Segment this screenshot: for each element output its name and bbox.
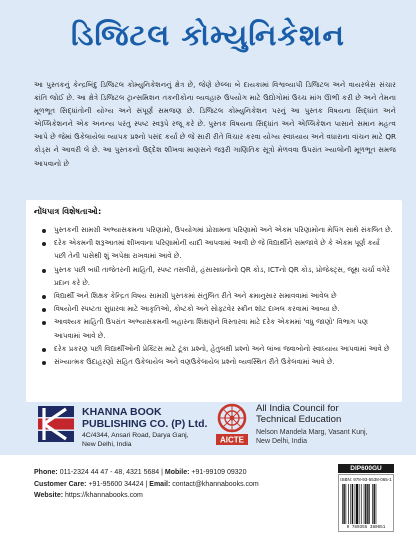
book-title: ડિજિટલ કોમ્યુનિકેશન	[71, 18, 345, 52]
publisher-address-line2: New Delhi, India	[82, 441, 132, 448]
barcode-bar	[356, 484, 358, 524]
contact-line-website	[34, 490, 334, 502]
publisher-name-line2: PUBLISHING CO. (P) Ltd.	[82, 418, 208, 430]
publisher-name	[82, 406, 222, 430]
bullet-icon	[42, 242, 46, 246]
phone-label: Phone:	[34, 469, 58, 476]
feature-text: વિદ્યાર્થી અને શિક્ષક કેન્દ્રિત વિષય સામગ્રી પુસ્તકમાં સંતુલિત રીતે અને ક્રમાનુસાર સમાવવામાં આવેલ છે	[54, 292, 337, 301]
feature-item	[32, 343, 394, 356]
feature-item	[32, 303, 394, 316]
khanna-book-logo-icon	[38, 406, 74, 442]
barcode-bar	[369, 484, 370, 524]
aicte-address-line2: New Delhi, India	[256, 438, 307, 445]
aicte-seal-icon	[214, 402, 250, 450]
aicte-address	[256, 428, 416, 446]
barcode-digits: 9 789355 380651	[346, 525, 386, 530]
feature-text: વિષયોની સ્પષ્ટતા સુધારવા માટે આકૃતિઓ, કોષ્ટકો અને સોફ્ટવેર સ્ક્રીન શૉટ દાખલ કરવામાં આવ્યા છે.	[54, 305, 340, 314]
bullet-icon	[42, 295, 46, 299]
aicte-name-line1: All India Council for	[256, 403, 339, 414]
care-value: +91-95600 34424	[88, 480, 144, 488]
aicte-name-line2: Technical Education	[256, 414, 342, 425]
barcode-bar	[342, 484, 343, 524]
barcode	[338, 474, 394, 532]
isbn-label: ISBN: 978-93-5538-065-1	[340, 477, 392, 482]
barcode-bar	[350, 484, 351, 524]
bullet-icon	[42, 321, 46, 325]
bullet-icon	[42, 269, 46, 273]
feature-item	[32, 356, 394, 369]
barcode-bar	[343, 484, 344, 524]
bullet-icon	[42, 348, 46, 352]
contact-line-care: Customer Care: +91-95600 34424 | Email: contact@khannabooks.com	[34, 480, 259, 488]
website-link[interactable]: https://khannabooks.com	[65, 492, 143, 499]
mobile-value: +91-99109 09320	[191, 469, 247, 476]
bullet-icon	[42, 229, 46, 233]
features-heading: નોંધપાત્ર વિશેષતાઓ:	[34, 206, 102, 216]
barcode-bar	[367, 484, 368, 524]
aicte-name	[256, 403, 416, 425]
book-description	[34, 78, 396, 170]
features-panel	[26, 200, 402, 402]
feature-item	[32, 224, 394, 237]
barcode-bar	[376, 484, 377, 524]
barcode-bar	[355, 484, 356, 524]
barcode-bar	[365, 484, 366, 524]
email-label: Email:	[149, 480, 171, 488]
care-label: Customer Care:	[34, 480, 87, 488]
feature-text: આવશ્યક માહિતી ઉપરાંત અભ્યાસક્રમની બહારના શિક્ષણને વિસ્તારવા માટે દરેક એકમમાં 'વધુ જાણો' વિભાગ પણ આપવામાં આવે છે.	[54, 318, 369, 340]
publisher-address-line1: 4C/4344, Ansari Road, Darya Ganj,	[82, 432, 189, 439]
barcode-bar	[364, 484, 365, 524]
feature-item	[32, 316, 394, 342]
barcode-bar	[348, 484, 349, 524]
feature-item	[32, 290, 394, 303]
barcode-bar	[372, 484, 373, 524]
bullet-icon	[42, 308, 46, 312]
publisher-block	[38, 404, 218, 454]
barcode-bar	[346, 484, 347, 524]
features-list	[32, 224, 394, 369]
code-block	[338, 464, 394, 532]
publisher-address	[82, 431, 222, 449]
barcode-bar	[361, 484, 362, 524]
barcode-icon	[342, 484, 390, 524]
feature-text: પુસ્તક પછી બધી તાજેતરની માહિતી, સ્પષ્ટ તસવીરો, હંસાસાધનોનો QR કોડ, ICTનો QR કોડ, પ્રોજેક્ટ્સ, જૂથ ચર્ચા વગેરે પ્રદાન કરે છે.	[54, 265, 390, 287]
aicte-block	[256, 403, 416, 446]
contact-line-phone: Phone: 011-2324 44 47 - 48, 4321 5684 | Mobile: +91-99109 09320	[34, 469, 247, 476]
phone-value: 011-2324 44 47 - 48, 4321 5684	[59, 469, 160, 476]
bullet-icon	[42, 361, 46, 365]
barcode-bar	[359, 484, 360, 524]
feature-item	[32, 264, 394, 290]
barcode-bar	[374, 484, 375, 524]
website-label: Website:	[34, 492, 64, 499]
product-code: DIP600GU	[338, 464, 394, 473]
contact-block	[34, 467, 334, 502]
barcode-bar	[352, 484, 353, 524]
feature-text: સંખ્યાત્મક ઉદાહરણો સહિત ઉકેલાયેલ અને વણઉકેલાયેલ પ્રશ્નો વ્યવસ્થિત રીતે ઉકેલવામાં આવે છે.	[54, 358, 335, 367]
email-link[interactable]: contact@khannabooks.com	[172, 480, 259, 488]
mobile-label: Mobile:	[164, 469, 190, 476]
description-text: આ પુસ્તકનું કેન્દ્રબિંદુ ડિજિટલ કોમ્યુનિકેશનનું ક્ષેત્ર છે, જેણે છેલ્લા બે દાયકામાં વિશ્વવ્યાપી ડિજિટલ અને વાયરલેસ સંચાર ક્રાંતિ જોઈ છે. આ ક્ષેત્રે ડિજિટલ ટ્રાન્સમિશન તકનીકોના વ્યવહારુ ઉપયોગ માટે ઉદ્યોગોમાં ઉચ્ચ માંગ ઊભી કરી છે અને તેમના મૂળભૂત સિદ્ધાંતોની યોગ્ય અને સંપૂર્ણ સમજણ છે. ડિજિટલ કોમ્યુનિકેશન પરનું આ પુસ્તક વિષયના સિદ્ધાંત અને એપ્લિકેશનને એક અનન્ય પરંતુ સ્પષ્ટ સ્વરૂપે રજૂ કરે છે. પુસ્તક વિષયના સિદ્ધાંત અને એપ્લિકેશન પાસાને સમાન મહત્વ આપે છે જેમાં ઉકેલાયેલા વ્યાપક પ્રશ્નો પસંદ કર્યા છે જે સારી રીતે વિચાર કરવા યોગ્ય સ્વાધ્યાય અને વધારાના વાંચન માટે QR કોડ્સ ને આવરી લે છે. આ પુસ્તકનો ઉદ્દેશ શીખવા માણસને જરૂરી ગાણિતિક સૂત્રો મેળવવા ઉપરાંત ખ્યાલોની મૂળભૂત સમજ આપવાનો છે	[34, 80, 396, 168]
publisher-name-line1: KHANNA BOOK	[82, 406, 162, 418]
feature-item	[32, 237, 394, 263]
feature-text: પુસ્તકની સામગ્રી અભ્યાસક્રમના પરિણામો, ઉપયોગમાં પ્રોગ્રામના પરિણામો અને એકમ પરિણામોના મેપિંગ સાથે સંકલિત છે.	[54, 226, 393, 234]
feature-text: દરેક પ્રકરણ પછી વિદ્યાર્થીઓની પ્રેક્ટિસ માટે ટૂંકા પ્રશ્નો, હેતુલક્ષી પ્રશ્નો અને લાંબા જવાબોનો સ્વાધ્યાય આપવામાં આવે છે	[54, 344, 390, 353]
feature-text: દરેક એકમની શરૂઆતમાં શીખવાના પરિણામોની યાદી આપવામાં આવી છે જે વિદ્યાર્થીને સમજાવે છે કે એકમ પૂર્ણ કર્યા પછી તેની પાસેથી શું અપેક્ષા રાખવામાં આવે છે.	[54, 239, 380, 261]
svg-text:AICTE: AICTE	[220, 435, 244, 445]
aicte-address-line1: Nelson Mandela Marg, Vasant Kunj,	[256, 429, 368, 436]
